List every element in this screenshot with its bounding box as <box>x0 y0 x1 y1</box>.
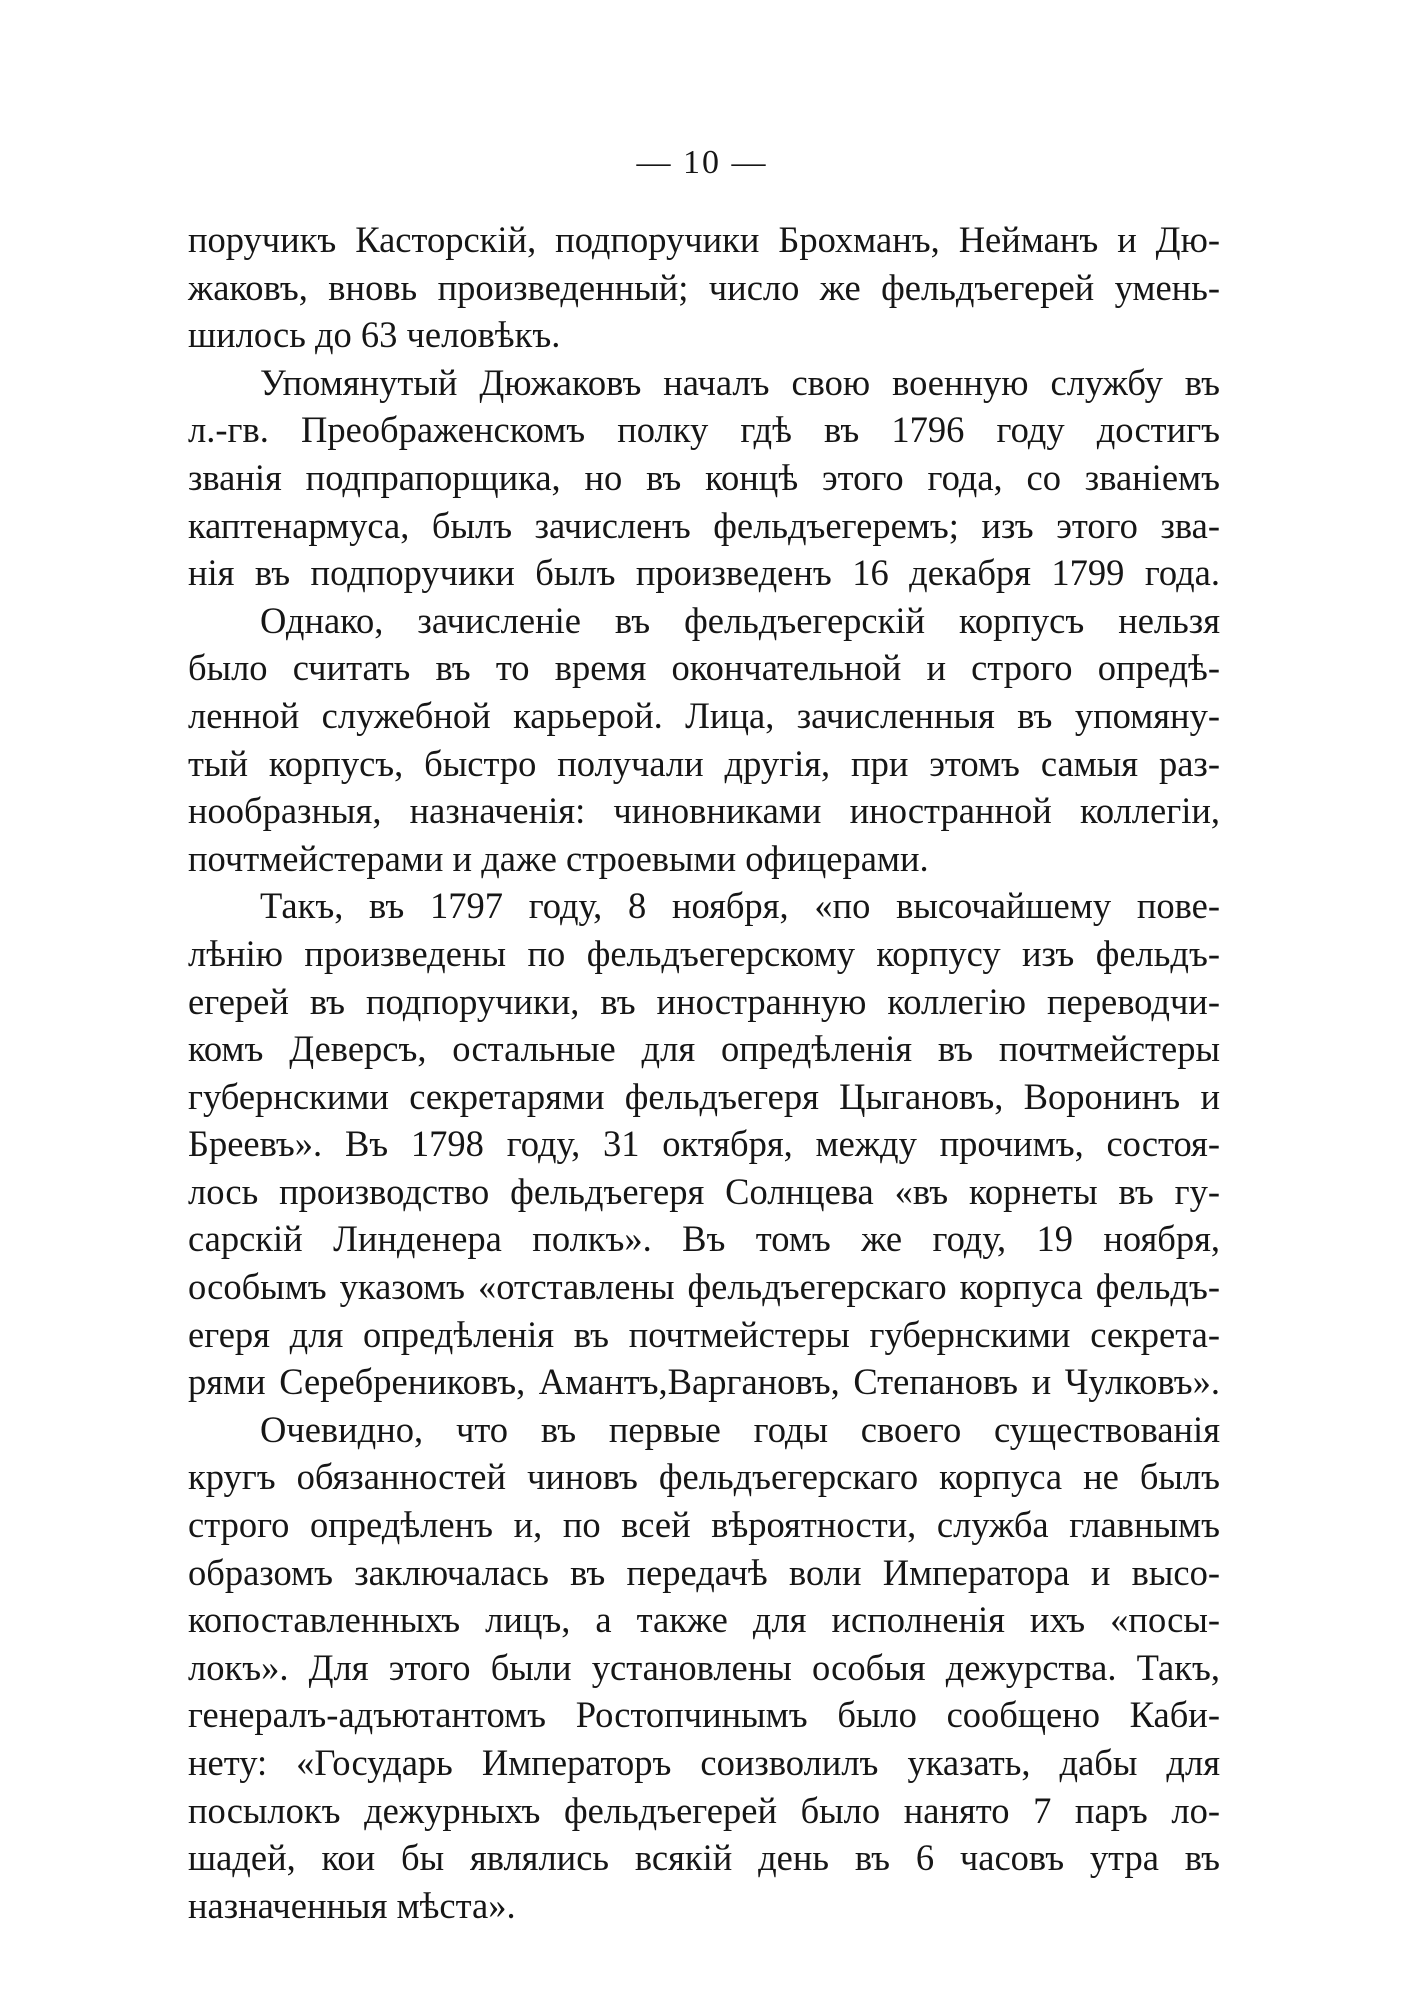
paragraph <box>188 359 1220 597</box>
text-line: образомъ заключалась въ передачѣ воли Императора и высо- <box>188 1551 1220 1593</box>
paragraph <box>188 597 1220 883</box>
text-line: посылокъ дежурныхъ фельдъегерей было нанято 7 паръ ло- <box>188 1789 1220 1831</box>
paragraph <box>188 1406 1220 1930</box>
text-line: кругъ обязанностей чиновъ фельдъегерскаго корпуса не былъ <box>188 1456 1220 1498</box>
body-text <box>188 216 1220 1929</box>
text-line: поручикъ Касторскій, подпоручики Брохманъ, Нейманъ и Дю- <box>188 219 1220 260</box>
page-number: — 10 — <box>636 144 768 181</box>
text-line: лось производство фельдъегеря Солнцева «въ корнеты въ гу- <box>188 1170 1220 1212</box>
paragraph <box>188 216 1220 359</box>
text-line: званія подпрапорщика, но въ концѣ этого года, со званіемъ <box>188 456 1220 498</box>
text-line: егеря для опредѣленія въ почтмейстеры губернскими секрета- <box>188 1313 1220 1355</box>
text-line: нету: «Государь Императоръ соизволилъ указать, дабы для <box>188 1742 1220 1783</box>
text-line: строго опредѣленъ и, по всей вѣроятности, служба главнымъ <box>188 1504 1220 1546</box>
text-line: сарскій Линденера полкъ». Въ томъ же году, 19 ноября, <box>188 1218 1220 1260</box>
text-line: шилось до 63 человѣкъ. <box>188 314 561 356</box>
text-line: назначенныя мѣста». <box>188 1884 516 1926</box>
text-line: Очевидно, что въ первые годы своего существованія <box>260 1408 1220 1450</box>
text-line: рями Серебрениковъ, Амантъ,Варгановъ, Степановъ и Чулковъ». <box>188 1361 1220 1403</box>
text-line: лѣнію произведены по фельдъегерскому корпусу изъ фельдъ- <box>188 932 1220 974</box>
text-line: нообразныя, назначенія: чиновниками иностранной коллегіи, <box>188 790 1220 832</box>
text-line: егерей въ подпоручики, въ иностранную коллегію переводчи- <box>188 980 1220 1022</box>
text-line: Упомянутый Дюжаковъ началъ свою военную службу въ <box>260 361 1220 403</box>
text-line: Однако, зачисленіе въ фельдъегерскій корпусъ нельзя <box>260 599 1220 641</box>
text-line: Бреевъ». Въ 1798 году, 31 октября, между прочимъ, состоя- <box>188 1123 1220 1165</box>
text-line: генералъ-адъютантомъ Ростопчинымъ было сообщено Каби- <box>188 1694 1220 1736</box>
text-line: комъ Деверсъ, остальные для опредѣленія въ почтмейстеры <box>188 1028 1220 1070</box>
text-line: почтмейстерами и даже строевыми офицерами. <box>188 837 929 879</box>
text-line: жаковъ, вновь произведенный; число же фельдъегерей умень- <box>188 266 1220 308</box>
text-line: тый корпусъ, быстро получали другія, при этомъ самыя раз- <box>188 742 1220 784</box>
text-line: ленной служебной карьерой. Лица, зачисленныя въ упомяну- <box>188 694 1220 736</box>
text-line: каптенармуса, былъ зачисленъ фельдъегеремъ; изъ этого зва- <box>188 504 1220 546</box>
text-line: Такъ, въ 1797 году, 8 ноября, «по высочайшему пове- <box>260 885 1220 927</box>
text-line: особымъ указомъ «отставлены фельдъегерскаго корпуса фельдъ- <box>188 1266 1220 1308</box>
text-line: губернскими секретарями фельдъегеря Цыгановъ, Воронинъ и <box>188 1075 1220 1117</box>
text-line: локъ». Для этого были установлены особыя дежурства. Такъ, <box>188 1646 1220 1688</box>
text-line: было считать въ то время окончательной и строго опредѣ- <box>188 647 1220 689</box>
text-line: копоставленныхъ лицъ, а также для исполненія ихъ «посы- <box>188 1599 1220 1641</box>
text-line: л.-гв. Преображенскомъ полку гдѣ въ 1796 году достигъ <box>188 409 1220 451</box>
paragraph <box>188 882 1220 1406</box>
text-line: нія въ подпоручики былъ произведенъ 16 декабря 1799 года. <box>188 552 1220 594</box>
text-line: шадей, кои бы являлись всякій день въ 6 часовъ утра въ <box>188 1837 1220 1879</box>
